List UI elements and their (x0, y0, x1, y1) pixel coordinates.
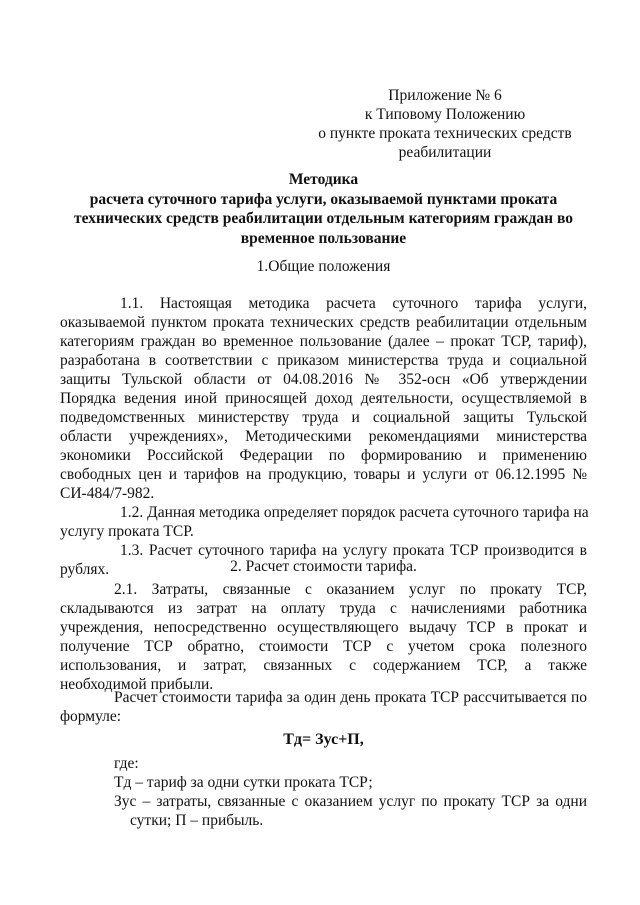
annex-line: к Типовому Положению (364, 106, 526, 123)
text-line: разработана в соответствии с приказом министерства труда и социальной (60, 352, 587, 369)
text-line: свободных цен и тарифов на продукцию, товары и услуги от 06.12.1995 № (60, 466, 587, 483)
text-line: использования, и затрат, связанных с содержанием ТСР, а также (60, 657, 587, 674)
text-line: 1.2. Данная методика определяет порядок расчета суточного тарифа на (120, 504, 589, 521)
formula-legend (60, 754, 587, 830)
text-line: экономики Российской Федерации по формированию и применению (60, 447, 587, 464)
title-line: Методика (288, 171, 359, 188)
definition-zus: Зус – затраты, связанные с оказанием услуг по прокату ТСР за одни (114, 793, 587, 810)
paragraph-1-1 (60, 294, 587, 503)
definition-zus-continued: сутки; П – прибыль. (130, 812, 264, 829)
text-line: услугу проката ТСР. (60, 523, 194, 540)
text-line: складываются из затрат на оплату труда с начислениями работника (60, 600, 587, 617)
text-line: оказываемой пунктом проката технических средств реабилитации отдельным (60, 314, 587, 331)
annex-line: о пункте проката технических средств (318, 125, 572, 142)
paragraph-2-2 (60, 688, 587, 726)
title-line: расчета суточного тарифа услуги, оказываемой пунктами проката (89, 190, 558, 208)
text-line: необходимой прибыли. (60, 676, 214, 693)
section-2-heading: 2. Расчет стоимости тарифа. (230, 558, 417, 575)
document-title (60, 170, 587, 248)
text-line: категориям граждан во временное пользование (далее – прокат ТСР, тариф), (60, 333, 587, 350)
definition-td: Тд – тариф за одни сутки проката ТСР; (114, 774, 373, 791)
section-1-heading: 1.Общие положения (256, 258, 391, 275)
text-line: 1.1. Настоящая методика расчета суточного тарифа услуги, (120, 295, 587, 312)
text-line: 2.1. Затраты, связанные с оказанием услуг по прокату ТСР, (114, 581, 587, 598)
text-line: 1.3. Расчет суточного тарифа на услугу проката ТСР производится в (120, 542, 587, 559)
annex-line: Приложение № 6 (388, 87, 502, 104)
text-line: подведомственных министерству труда и социальной защиты Тульской (60, 409, 587, 426)
text-line: Порядка ведения иной приносящей доход деятельности, осуществляемой в (60, 390, 587, 407)
title-line: технических средств реабилитации отдельным категориям граждан во (74, 210, 573, 227)
text-line: получение ТСР обратно, стоимости ТСР с учетом срока полезного (60, 638, 587, 655)
text-line: области учреждениях», Методическими рекомендациями министерства (60, 428, 587, 445)
formula: Тд= Зус+П, (283, 731, 364, 748)
text-line: рублях. (60, 561, 110, 578)
text-line: учреждения, непосредственно осуществляющего выдачу ТСР в прокат и (60, 619, 587, 636)
annex-line: реабилитации (398, 144, 492, 161)
annex-header (300, 86, 590, 162)
where-label: где: (114, 755, 139, 772)
text-line: защиты Тульской области от 04.08.2016 № 352-осн «Об утверждении (60, 371, 587, 388)
text-line: СИ-484/7-982. (60, 485, 155, 502)
paragraph-2-1 (60, 580, 587, 694)
title-line: временное пользование (240, 229, 407, 247)
text-line: формуле: (60, 708, 122, 725)
text-line: Расчет стоимости тарифа за один день проката ТСР рассчитывается по (114, 689, 587, 706)
